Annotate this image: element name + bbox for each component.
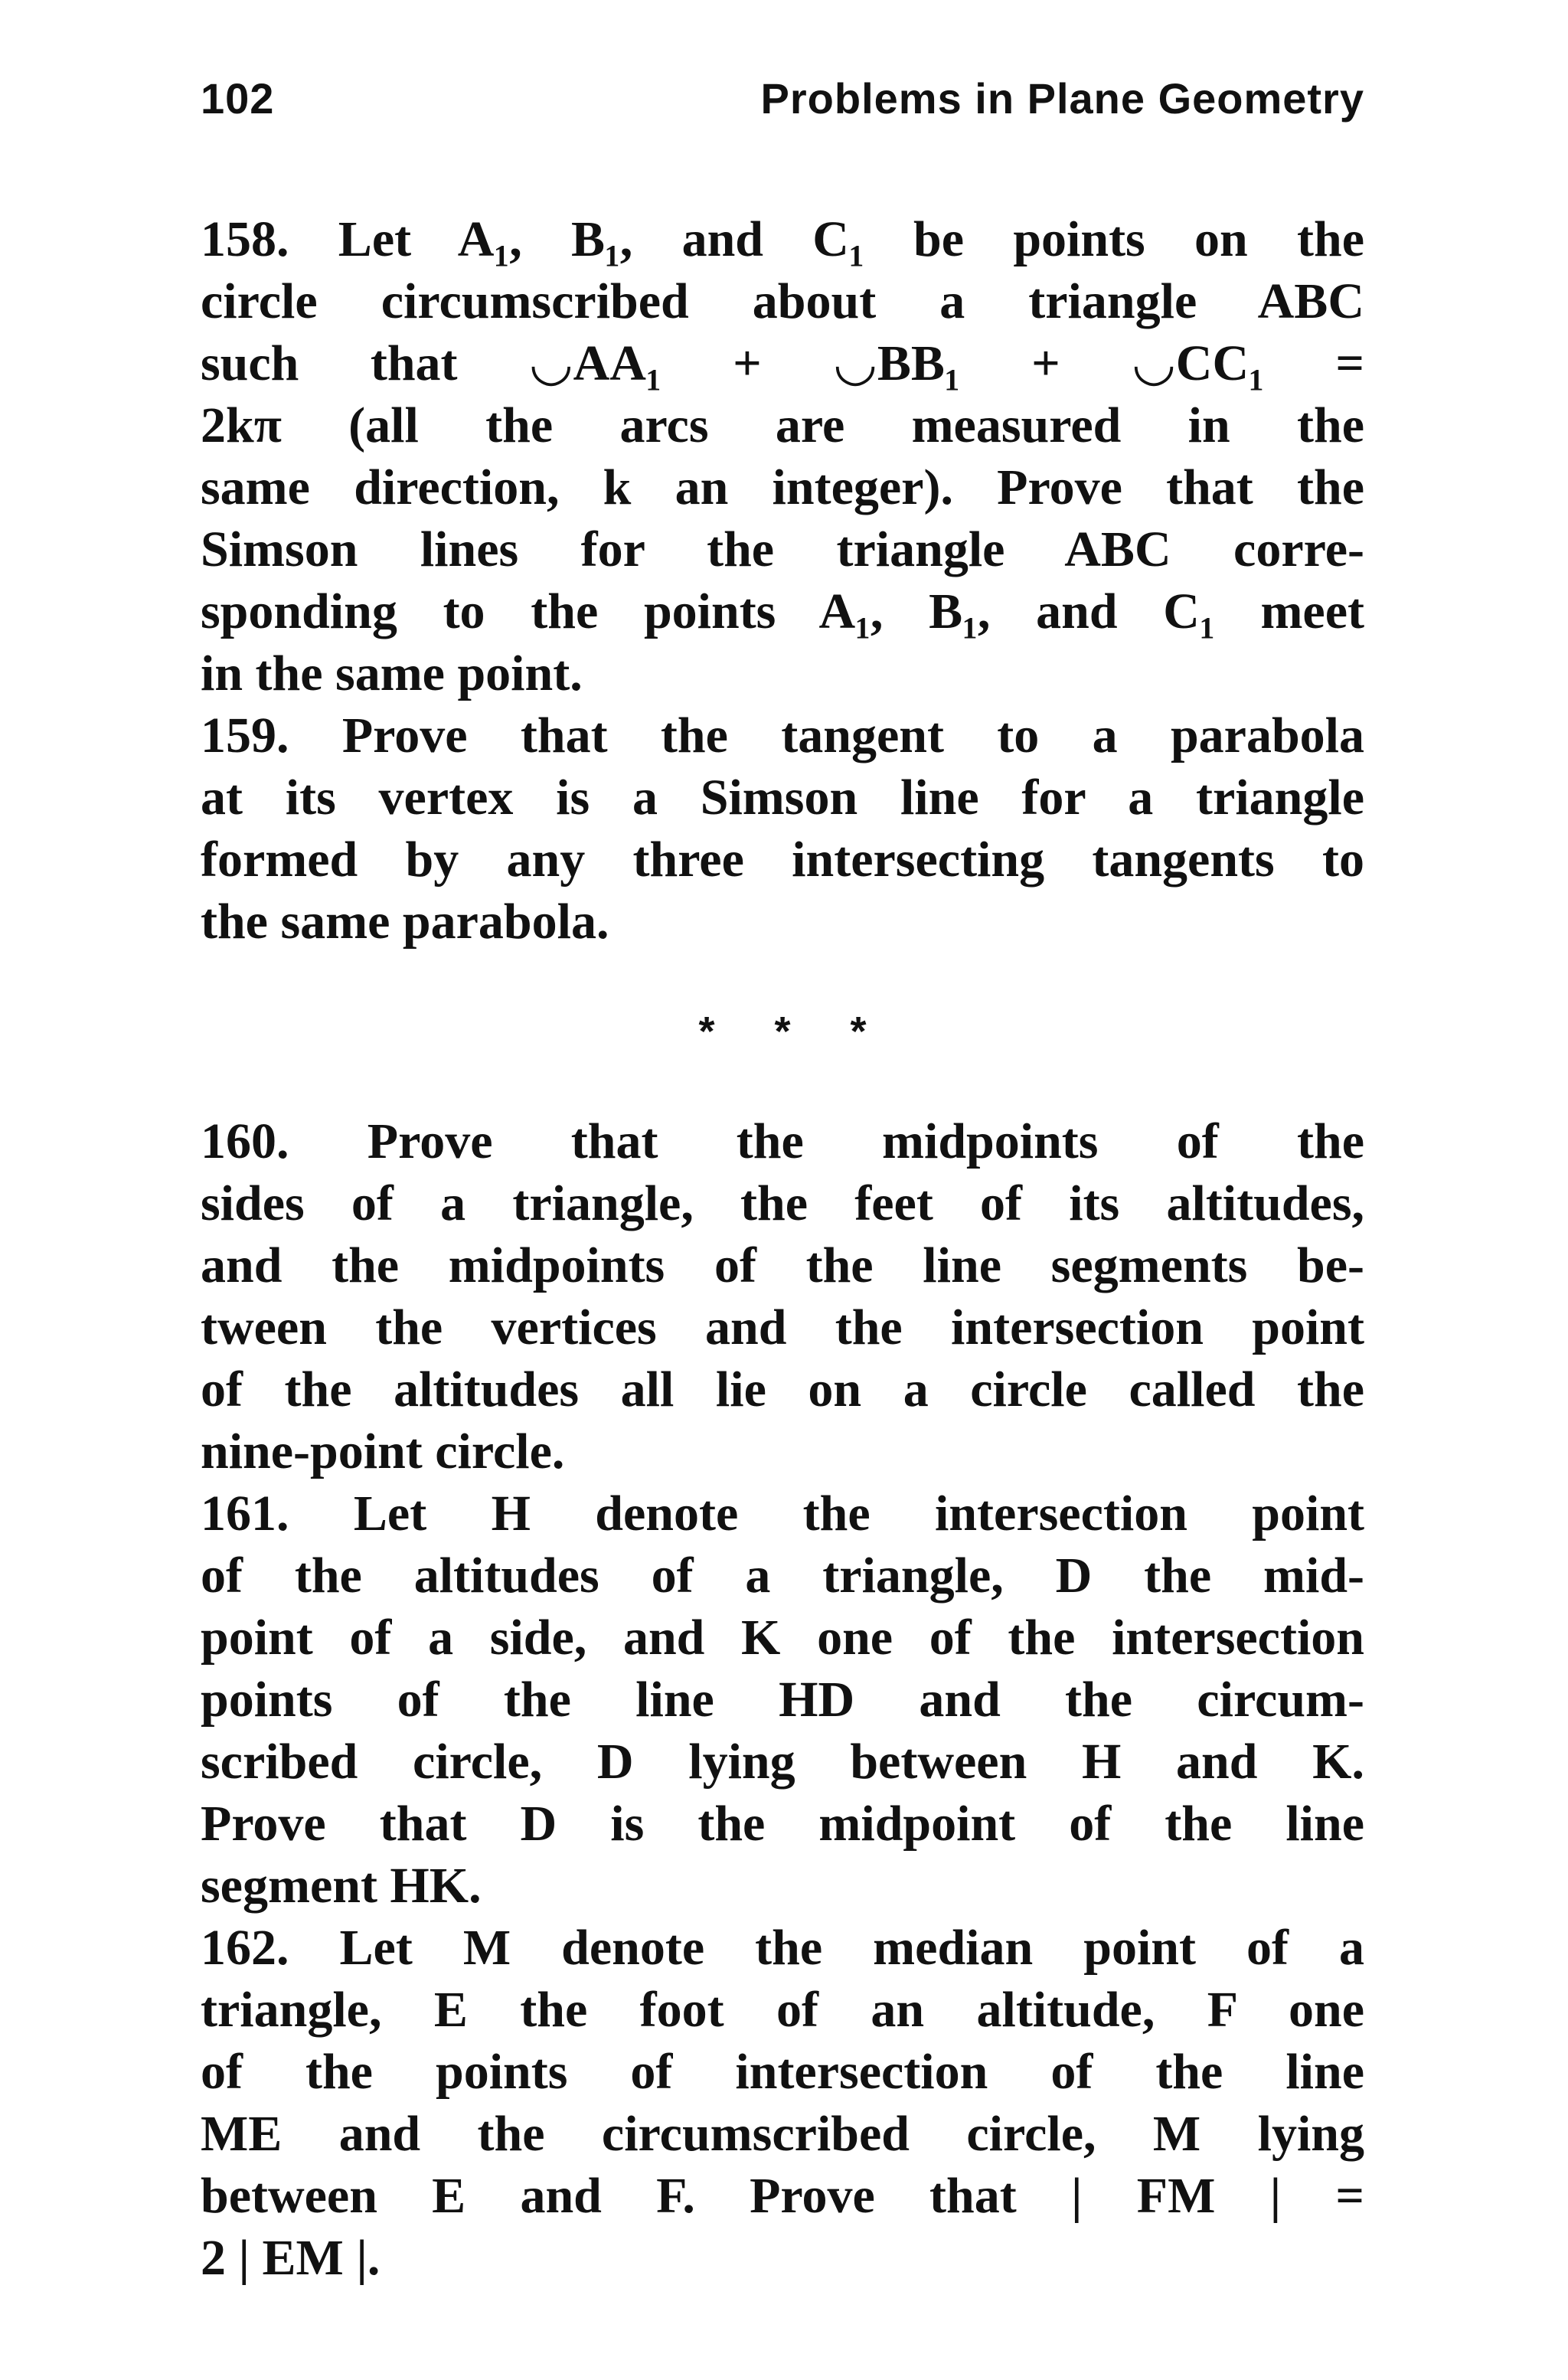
problem-161 bbox=[201, 1483, 1364, 1917]
problem-number: 162. bbox=[201, 1920, 289, 1976]
problem-162-line-2: triangle, E the foot of an altitude, F one bbox=[201, 1982, 1364, 2038]
running-title: Problems in Plane Geometry bbox=[760, 74, 1364, 123]
problem-160-line-5: of the altitudes all lie on a circle called the bbox=[201, 1362, 1364, 1417]
problem-162-text-line-1: Let M denote the median point of a bbox=[339, 1920, 1364, 1976]
problem-160-line-1 bbox=[201, 1110, 1364, 1172]
problem-number: 161. bbox=[201, 1486, 289, 1541]
problem-161-text-line-1: Let H denote the intersection point bbox=[353, 1486, 1365, 1541]
problem-159-line-4: the same parabola. bbox=[201, 894, 609, 950]
problem-158 bbox=[201, 208, 1364, 705]
problem-158-line-6: Simson lines for the triangle ABC corre- bbox=[201, 521, 1364, 577]
separator-star: * bbox=[774, 1008, 791, 1054]
problem-162 bbox=[201, 1917, 1364, 2289]
problem-number: 159. bbox=[201, 708, 289, 763]
problem-161-line-4: points of the line HD and the circum- bbox=[201, 1672, 1364, 1728]
separator-star: * bbox=[850, 1008, 867, 1054]
section-separator bbox=[201, 953, 1364, 1110]
problem-159-line-2: at its vertex is a Simson line for a triangle bbox=[201, 770, 1364, 825]
problem-number: 158. bbox=[201, 211, 289, 267]
problem-158-line-2: circle circumscribed about a triangle ABC bbox=[201, 273, 1364, 329]
page-number: 102 bbox=[201, 74, 275, 123]
problem-161-line-2: of the altitudes of a triangle, D the mid- bbox=[201, 1548, 1364, 1604]
problem-161-line-3: point of a side, and K one of the intersection bbox=[201, 1610, 1364, 1666]
problem-162-line-1 bbox=[201, 1917, 1364, 1979]
problem-158-line-1 bbox=[201, 208, 1364, 270]
separator-star: * bbox=[698, 1008, 715, 1054]
problem-162-line-4: ME and the circumscribed circle, M lying bbox=[201, 2106, 1364, 2162]
problem-160-line-6: nine-point circle. bbox=[201, 1424, 565, 1479]
problem-160 bbox=[201, 1110, 1364, 1483]
problem-162-line-3: of the points of intersection of the line bbox=[201, 2044, 1364, 2100]
problem-158-line-7: sponding to the points A₁, B₁, and C₁ meet bbox=[201, 584, 1364, 639]
problem-159-line-3: formed by any three intersecting tangents to bbox=[201, 832, 1364, 888]
problem-158-line-4: 2kπ (all the arcs are measured in the bbox=[201, 397, 1364, 453]
problem-161-line-7: segment HK. bbox=[201, 1858, 482, 1914]
problem-160-text-line-1: Prove that the midpoints of the bbox=[367, 1113, 1364, 1169]
problem-162-line-5: between E and F. Prove that | FM | = bbox=[201, 2168, 1364, 2224]
problem-160-line-4: tween the vertices and the intersection point bbox=[201, 1300, 1364, 1355]
problem-160-line-2: sides of a triangle, the feet of its altitudes, bbox=[201, 1175, 1364, 1231]
problem-161-line-1 bbox=[201, 1483, 1364, 1545]
problem-158-text-line-1: Let A₁, B₁, and C₁ be points on the bbox=[338, 211, 1365, 267]
page-header bbox=[201, 74, 1364, 135]
problem-161-line-5: scribed circle, D lying between H and K. bbox=[201, 1734, 1364, 1790]
problem-number: 160. bbox=[201, 1113, 289, 1169]
problem-158-line-3: such that ◡AA₁ + ◡BB₁ + ◡CC₁ = bbox=[201, 335, 1364, 391]
problem-text-block bbox=[201, 208, 1364, 2289]
problem-159-line-1 bbox=[201, 705, 1364, 767]
problem-162-line-6: 2 | EM |. bbox=[201, 2230, 381, 2286]
problem-158-line-8: in the same point. bbox=[201, 646, 583, 701]
problem-158-line-5: same direction, k an integer). Prove that the bbox=[201, 459, 1364, 515]
problem-159-text-line-1: Prove that the tangent to a parabola bbox=[341, 708, 1364, 763]
problem-161-line-6: Prove that D is the midpoint of the line bbox=[201, 1796, 1364, 1852]
problem-160-line-3: and the midpoints of the line segments be- bbox=[201, 1237, 1364, 1293]
problem-159 bbox=[201, 705, 1364, 953]
